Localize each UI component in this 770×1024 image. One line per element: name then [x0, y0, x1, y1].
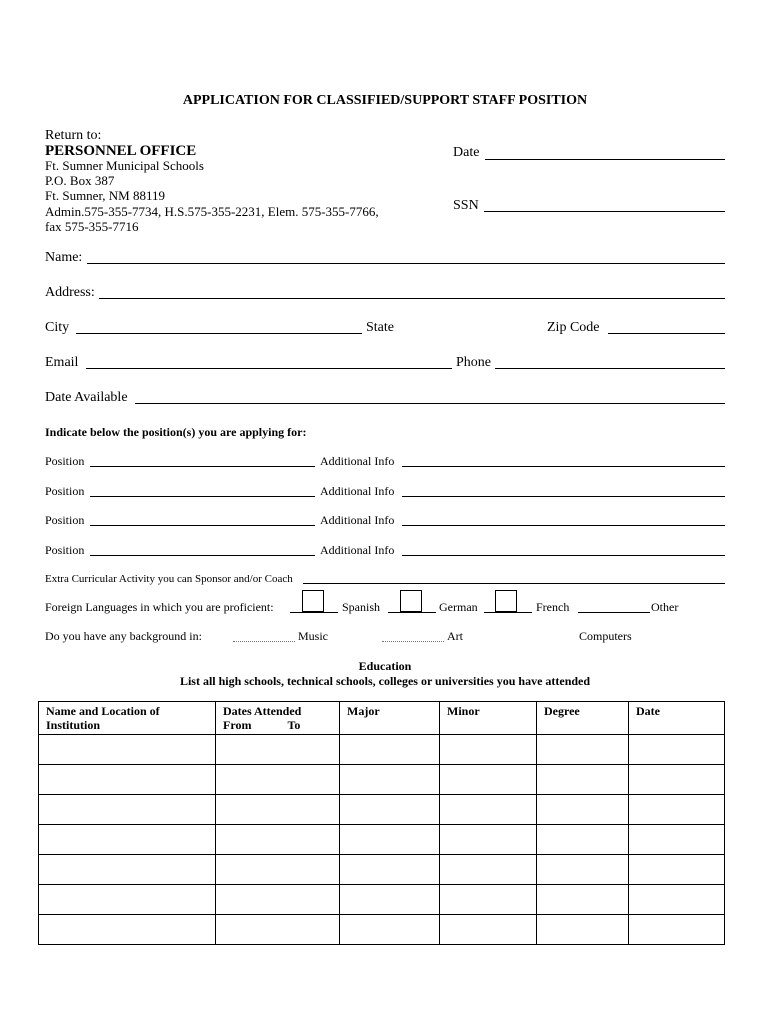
- additional-info-label: Additional Info: [320, 454, 395, 468]
- table-cell[interactable]: [537, 855, 629, 885]
- city-label: City: [45, 320, 70, 335]
- extra-curricular-field[interactable]: [303, 583, 725, 584]
- address-label: Address:: [45, 285, 95, 300]
- table-cell[interactable]: [440, 855, 537, 885]
- spanish-checkbox[interactable]: [302, 590, 324, 612]
- table-row: [39, 825, 725, 855]
- position-field[interactable]: [90, 525, 315, 526]
- table-row: [39, 795, 725, 825]
- spanish-label: Spanish: [342, 600, 381, 614]
- table-cell[interactable]: [629, 885, 725, 915]
- art-label: Art: [447, 629, 463, 643]
- other-field[interactable]: [578, 612, 650, 613]
- column-header-date: Date: [629, 702, 725, 735]
- table-cell[interactable]: [39, 855, 216, 885]
- education-subheading: List all high schools, technical schools, colleges or universities you have attended: [179, 674, 591, 688]
- table-cell[interactable]: [39, 735, 216, 765]
- table-cell[interactable]: [39, 825, 216, 855]
- office-name: PERSONNEL OFFICE: [45, 143, 197, 159]
- email-field[interactable]: [86, 368, 452, 369]
- address-line: Ft. Sumner, NM 88119: [45, 188, 165, 204]
- german-checkbox[interactable]: [400, 590, 422, 612]
- email-label: Email: [45, 355, 79, 370]
- table-row: [39, 735, 725, 765]
- table-cell[interactable]: [629, 855, 725, 885]
- table-cell[interactable]: [340, 765, 440, 795]
- zip-label: Zip Code: [547, 320, 600, 335]
- table-row: [39, 855, 725, 885]
- table-cell[interactable]: [537, 795, 629, 825]
- table-cell[interactable]: [537, 735, 629, 765]
- table-cell[interactable]: [537, 825, 629, 855]
- table-cell[interactable]: [216, 795, 340, 825]
- date-available-label: Date Available: [45, 390, 128, 405]
- table-row: [39, 765, 725, 795]
- return-to-label: Return to:: [45, 128, 102, 143]
- table-row: [39, 915, 725, 945]
- table-cell[interactable]: [39, 765, 216, 795]
- table-cell[interactable]: [340, 825, 440, 855]
- table-cell[interactable]: [629, 795, 725, 825]
- table-cell[interactable]: [537, 885, 629, 915]
- table-cell[interactable]: [440, 765, 537, 795]
- additional-info-label: Additional Info: [320, 484, 395, 498]
- column-header-dates: Dates Attended From To: [216, 702, 340, 735]
- position-field[interactable]: [90, 555, 315, 556]
- computers-label: Computers: [579, 629, 632, 643]
- phone-label: Phone: [456, 355, 491, 370]
- address-field[interactable]: [99, 298, 725, 299]
- table-cell[interactable]: [39, 795, 216, 825]
- table-cell[interactable]: [340, 915, 440, 945]
- table-cell[interactable]: [216, 915, 340, 945]
- background-label: Do you have any background in:: [45, 629, 202, 643]
- german-blank: [388, 612, 436, 613]
- spanish-blank: [290, 612, 338, 613]
- column-header-institution: Name and Location of Institution: [39, 702, 216, 735]
- table-cell[interactable]: [216, 735, 340, 765]
- art-blank[interactable]: [382, 641, 444, 642]
- date-field[interactable]: [485, 159, 725, 160]
- languages-label: Foreign Languages in which you are proficient:: [45, 600, 274, 614]
- date-label: Date: [453, 145, 480, 160]
- table-cell[interactable]: [216, 885, 340, 915]
- page-title: APPLICATION FOR CLASSIFIED/SUPPORT STAFF POSITION: [182, 93, 588, 108]
- position-field[interactable]: [90, 496, 315, 497]
- table-cell[interactable]: [39, 915, 216, 945]
- table-cell[interactable]: [340, 885, 440, 915]
- education-heading: Education: [358, 659, 412, 673]
- city-field[interactable]: [76, 333, 362, 334]
- ssn-label: SSN: [453, 198, 479, 213]
- additional-info-field[interactable]: [402, 466, 725, 467]
- additional-info-field[interactable]: [402, 525, 725, 526]
- table-cell[interactable]: [440, 825, 537, 855]
- additional-info-field[interactable]: [402, 496, 725, 497]
- german-label: German: [439, 600, 478, 614]
- address-line: fax 575-355-7716: [45, 218, 139, 234]
- position-label: Position: [45, 513, 85, 527]
- address-line: Ft. Sumner Municipal Schools: [45, 158, 204, 173]
- phone-field[interactable]: [495, 368, 725, 369]
- table-cell[interactable]: [440, 885, 537, 915]
- table-cell[interactable]: [440, 795, 537, 825]
- table-cell[interactable]: [216, 825, 340, 855]
- position-label: Position: [45, 454, 85, 468]
- date-available-field[interactable]: [135, 403, 725, 404]
- table-cell[interactable]: [440, 915, 537, 945]
- table-cell[interactable]: [537, 765, 629, 795]
- address-line: P.O. Box 387: [45, 173, 115, 189]
- ssn-field[interactable]: [484, 211, 725, 212]
- address-line: Admin.575-355-7734, H.S.575-355-2231, Elem. 575-355-7766,: [45, 203, 379, 219]
- table-cell[interactable]: [629, 735, 725, 765]
- state-label: State: [366, 320, 394, 335]
- column-header-minor: Minor: [440, 702, 537, 735]
- office-address: [45, 158, 379, 234]
- table-cell[interactable]: [216, 765, 340, 795]
- position-label: Position: [45, 484, 85, 498]
- education-table: [38, 701, 725, 945]
- position-label: Position: [45, 543, 85, 557]
- zip-field[interactable]: [608, 333, 725, 334]
- table-cell[interactable]: [340, 855, 440, 885]
- name-label: Name:: [45, 250, 83, 265]
- table-cell[interactable]: [629, 765, 725, 795]
- table-cell[interactable]: [39, 885, 216, 915]
- music-blank[interactable]: [233, 641, 295, 642]
- column-header-degree: Degree: [537, 702, 629, 735]
- position-field[interactable]: [90, 466, 315, 467]
- column-header-major: Major: [340, 702, 440, 735]
- name-field[interactable]: [87, 263, 725, 264]
- table-cell[interactable]: [629, 825, 725, 855]
- table-row: [39, 885, 725, 915]
- table-cell[interactable]: [440, 735, 537, 765]
- table-cell[interactable]: [216, 855, 340, 885]
- extra-curricular-label: Extra Curricular Activity you can Sponsor and/or Coach: [45, 573, 293, 585]
- table-cell[interactable]: [340, 795, 440, 825]
- table-cell[interactable]: [629, 915, 725, 945]
- additional-info-label: Additional Info: [320, 543, 395, 557]
- french-checkbox[interactable]: [495, 590, 517, 612]
- french-label: French: [536, 600, 570, 614]
- positions-heading: Indicate below the position(s) you are applying for:: [45, 425, 307, 439]
- table-header-row: [39, 702, 725, 735]
- table-cell[interactable]: [340, 735, 440, 765]
- other-label: Other: [651, 600, 679, 614]
- table-cell[interactable]: [537, 915, 629, 945]
- music-label: Music: [298, 629, 328, 643]
- french-blank: [484, 612, 532, 613]
- additional-info-label: Additional Info: [320, 513, 395, 527]
- additional-info-field[interactable]: [402, 555, 725, 556]
